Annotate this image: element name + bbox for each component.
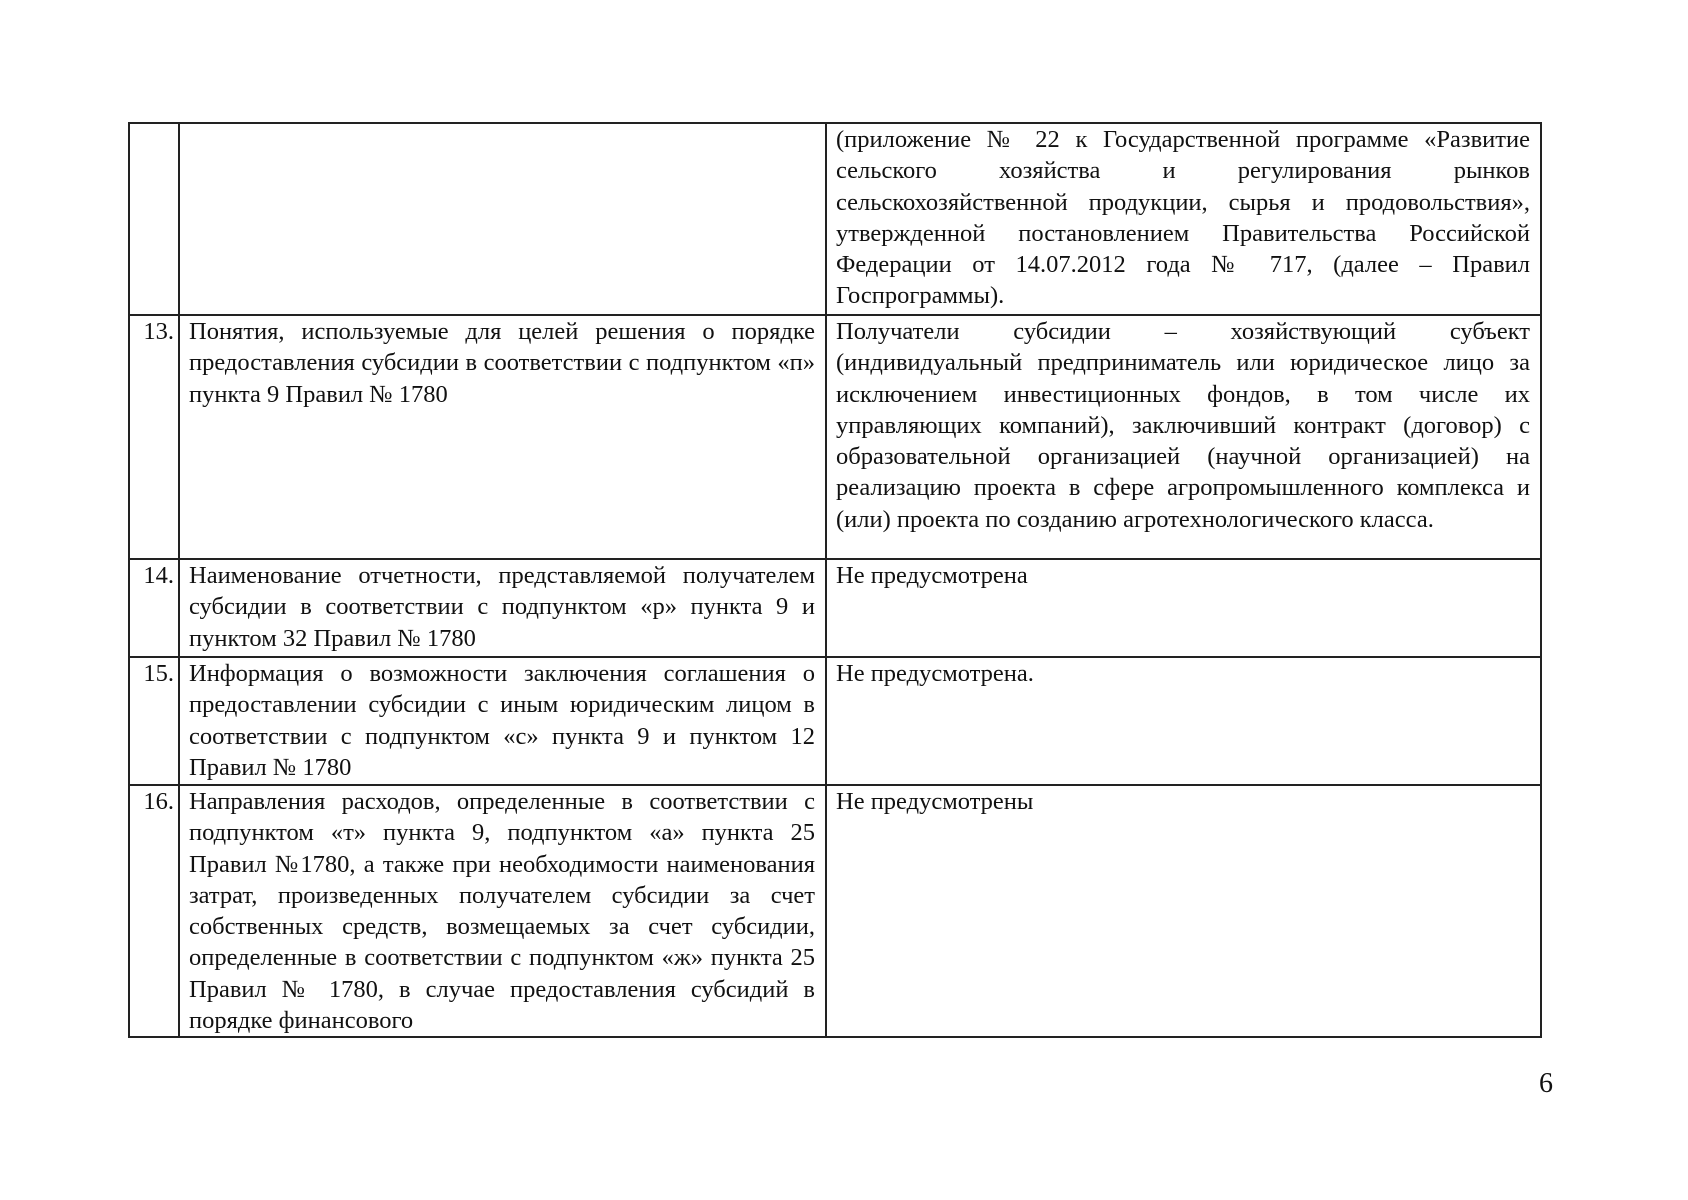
row-name: Информация о возможности заключения соглашения о предоставлении субсидии с иным юридическим лицом в соответствии с подпунктом «с» пункта 9 и пунктом 12 Правил № 1780 bbox=[179, 657, 826, 785]
row-value: (приложение № 22 к Государственной программе «Развитие сельского хозяйства и регулирования рынков сельскохозяйственной продукции, сырья и продовольствия», утвержденной постановлением Правительства Российской Федерации от 14.07.2012 года № 717, (далее – Правил Госпрограммы). bbox=[826, 123, 1541, 315]
row-name: Понятия, используемые для целей решения о порядке предоставления субсидии в соответствии с подпунктом «п» пункта 9 Правил № 1780 bbox=[179, 315, 826, 559]
requirements-table bbox=[128, 122, 1542, 1038]
row-number: 16. bbox=[129, 785, 179, 1037]
table-row bbox=[129, 315, 1541, 559]
row-value: Получатели субсидии – хозяйствующий субъект (индивидуальный предприниматель или юридическое лицо за исключением инвестиционных фондов, в том числе их управляющих компаний), заключивший контракт (договор) с образовательной организацией (научной организацией) на реализацию проекта в сфере агропромышленного комплекса и (или) проекта по созданию агротехнологического класса. bbox=[826, 315, 1541, 559]
row-value: Не предусмотрена. bbox=[826, 657, 1541, 785]
row-number: 13. bbox=[129, 315, 179, 559]
row-name: Наименование отчетности, представляемой получателем субсидии в соответствии с подпунктом «р» пункта 9 и пунктом 32 Правил № 1780 bbox=[179, 559, 826, 657]
row-name bbox=[179, 123, 826, 315]
table-row bbox=[129, 559, 1541, 657]
row-name: Направления расходов, определенные в соответствии с подпунктом «т» пункта 9, подпунктом «а» пункта 25 Правил №1780, а также при необходимости наименования затрат, произведенных получателем субсидии за счет собственных средств, возмещаемых за счет субсидии, определенные в соответствии с подпунктом «ж» пункта 25 Правил № 1780, в случае предоставления субсидий в порядке финансового bbox=[179, 785, 826, 1037]
page-number: 6 bbox=[1539, 1068, 1553, 1099]
table-row bbox=[129, 123, 1541, 315]
row-number bbox=[129, 123, 179, 315]
row-value: Не предусмотрены bbox=[826, 785, 1541, 1037]
row-value: Не предусмотрена bbox=[826, 559, 1541, 657]
row-number: 14. bbox=[129, 559, 179, 657]
table-row bbox=[129, 657, 1541, 785]
row-number: 15. bbox=[129, 657, 179, 785]
table-row bbox=[129, 785, 1541, 1037]
